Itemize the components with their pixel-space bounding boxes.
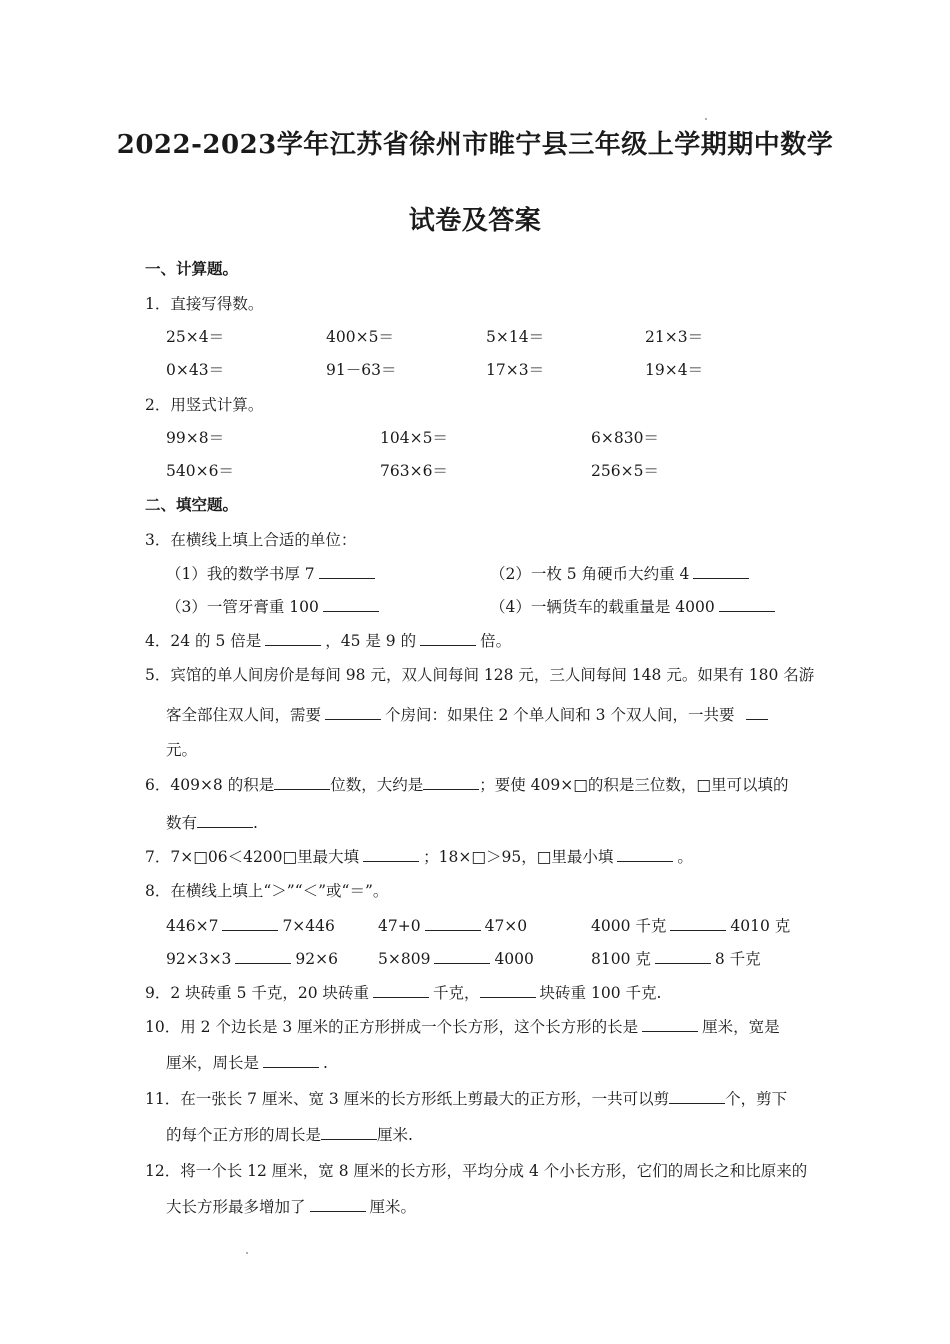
q2-item: 763×6＝ (380, 462, 448, 480)
answer-blank[interactable] (617, 847, 673, 862)
answer-blank[interactable] (746, 705, 768, 720)
question-1-label: 1．直接写得数。 (145, 295, 264, 313)
answer-blank[interactable] (265, 631, 321, 646)
answer-blank[interactable] (263, 1053, 319, 1068)
q8-compare: 5×809 4000 (378, 950, 534, 968)
q3-part-3: （3）一管牙膏重 100 (166, 597, 383, 617)
question-4: 4．24 的 5 倍是 ，45 是 9 的 倍。 (145, 632, 512, 650)
question-5-line-2: 客全部住双人间，需要 个房间：如果住 2 个单人间和 3 个双人间，一共要 (166, 705, 772, 725)
answer-blank[interactable] (434, 949, 490, 964)
q1-item: 25×4＝ (166, 328, 225, 346)
question-12-line-1: 12．将一个长 12 厘米，宽 8 厘米的长方形，平均分成 4 个小长方形，它们的周长之和比原来的 (145, 1162, 808, 1180)
answer-blank[interactable] (235, 949, 291, 964)
question-11-line-2: 的每个正方形的周长是 厘米. (166, 1126, 413, 1144)
question-12-line-2: 大长方形最多增加了 厘米。 (166, 1198, 417, 1216)
answer-blank[interactable] (423, 775, 479, 790)
q8-compare: 8100 克 8 千克 (591, 950, 761, 968)
section-heading-fill-in: 二、填空题。 (145, 495, 239, 514)
answer-blank[interactable] (197, 813, 253, 828)
answer-blank[interactable] (655, 949, 711, 964)
answer-blank[interactable] (719, 597, 775, 612)
scan-speck (246, 1252, 248, 1254)
answer-blank[interactable] (363, 847, 419, 862)
q8-compare: 4000 千克 4010 克 (591, 917, 791, 935)
answer-blank[interactable] (480, 983, 536, 998)
q1-item: 0×43＝ (166, 361, 225, 379)
answer-blank[interactable] (323, 597, 379, 612)
question-3-label: 3．在横线上填上合适的单位： (145, 531, 357, 549)
answer-blank[interactable] (693, 564, 749, 579)
question-10-line-2: 厘米，周长是 . (166, 1054, 328, 1072)
question-6-line-1: 6．409×8 的积是 位数，大约是 ；要使 409×□的积是三位数，□里可以填的 (145, 776, 789, 794)
question-7: 7．7×□06＜4200□里最大填 ；18×□＞95，□里最小填 。 (145, 848, 693, 866)
q8-compare: 92×3×3 92×6 (166, 950, 338, 968)
answer-blank[interactable] (274, 775, 330, 790)
answer-blank[interactable] (670, 916, 726, 931)
q2-item: 540×6＝ (166, 462, 234, 480)
answer-blank[interactable] (420, 631, 476, 646)
q1-item: 91－63＝ (326, 361, 397, 379)
q2-item: 6×830＝ (591, 429, 659, 447)
scan-speck (705, 118, 707, 120)
answer-blank[interactable] (425, 916, 481, 931)
question-6-line-2: 数有 . (166, 814, 258, 832)
q1-item: 21×3＝ (645, 328, 704, 346)
q3-part-1: （1）我的数学书厚 7 (166, 564, 379, 584)
answer-blank[interactable] (310, 1197, 366, 1212)
answer-blank[interactable] (642, 1017, 698, 1032)
question-8-label: 8．在横线上填上“＞”“＜”或“＝”。 (145, 882, 389, 900)
question-10-line-1: 10．用 2 个边长是 3 厘米的正方形拼成一个长方形，这个长方形的长是 厘米，宽是 (145, 1018, 780, 1036)
answer-blank[interactable] (373, 983, 429, 998)
section-heading-calculation: 一、计算题。 (145, 259, 239, 278)
answer-blank[interactable] (325, 705, 381, 720)
q1-item: 19×4＝ (645, 361, 704, 379)
answer-blank[interactable] (319, 564, 375, 579)
q1-item: 5×14＝ (486, 328, 545, 346)
q8-compare: 446×7 7×446 (166, 917, 335, 935)
question-5-line-3: 元。 (166, 741, 198, 759)
q1-item: 400×5＝ (326, 328, 394, 346)
q8-compare: 47+0 47×0 (378, 917, 528, 935)
answer-blank[interactable] (321, 1125, 377, 1140)
question-9: 9．2 块砖重 5 千克，20 块砖重 千克， 块砖重 100 千克. (145, 984, 662, 1002)
question-2-label: 2．用竖式计算。 (145, 396, 264, 414)
question-5-line-1: 5．宾馆的单人间房价是每间 98 元，双人间每间 128 元，三人间每间 148 元。如果有 180 名游 (145, 666, 815, 684)
q3-part-2: （2）一枚 5 角硬币大约重 4 (490, 564, 753, 584)
q1-item: 17×3＝ (486, 361, 545, 379)
answer-blank[interactable] (222, 916, 278, 931)
q2-item: 99×8＝ (166, 429, 225, 447)
document-title-line-2: 试卷及答案 (408, 206, 542, 236)
q2-item: 104×5＝ (380, 429, 448, 447)
question-11-line-1: 11．在一张长 7 厘米、宽 3 厘米的长方形纸上剪最大的正方形，一共可以剪 个，剪下 (145, 1090, 788, 1108)
q2-item: 256×5＝ (591, 462, 659, 480)
document-title-line-1: 2022-2023学年江苏省徐州市睢宁县三年级上学期期中数学 (116, 130, 834, 160)
q3-part-4: （4）一辆货车的载重量是 4000 (490, 597, 779, 617)
answer-blank[interactable] (669, 1089, 725, 1104)
